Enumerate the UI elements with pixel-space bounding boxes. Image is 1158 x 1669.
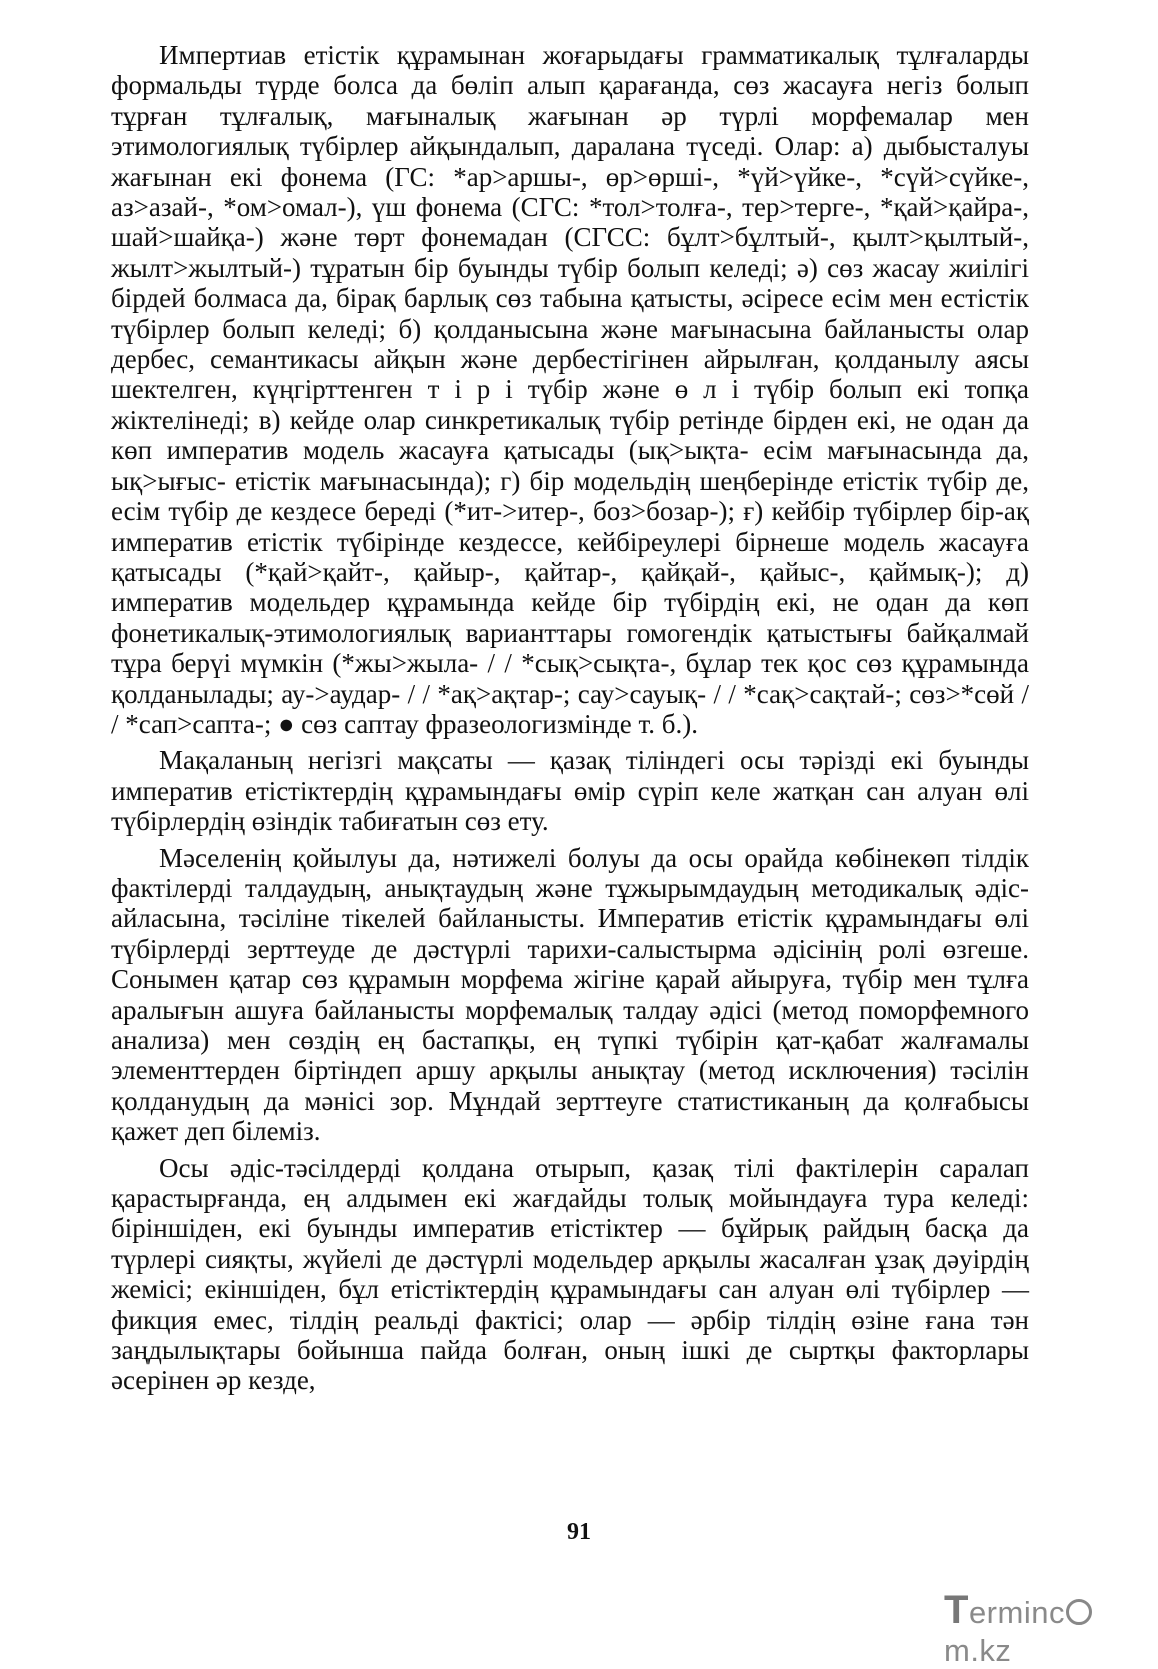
watermark-initial: T bbox=[944, 1588, 969, 1632]
paragraph-1: Импертиав етістік құрамынан жоғарыдағы грамматикалық тұлғаларды формальды түрде болса да бөліп алып қарағанда, сөз жасауға негіз болып тұрған тұлғалық, мағыналық жағынан әр түрлі морфемалар мен этимологиялық түбірлер айқындалып, даралана түседі. Олар: а) дыбысталуы жағынан екі фонема (ГС: *ар>аршы-, өр>өрші-, *үй>үйке-, *сүй>сүйке-, аз>азай-, *ом>омал-), үш фонема (СГС: *тол>толға-, тер>терге-, *қай>қайра-, шай>шайқа-) және төрт фонемадан (СГСС: бұлт>бұлтый-, қылт>қылтый-, жылт>жылтый-) тұратын бір буынды түбір болып келеді; ә) сөз жасау жиілігі бірдей болмаса да, бірақ барлық сөз табына қатысты, әсіресе есім мен естістік түбірлер болып келеді; б) қолданысына және мағынасына байланысты олар дербес, семантикасы айқын және дербестігінен айрылған, қолданылу аясы шектелген, күңгірттенген т і р і түбір және ө л і түбір болып екі топқа жіктелінеді; в) кейде олар синкретикалық түбір ретінде бірден екі, не одан да көп императив модель жасауға қатысады (ық>ықта- есім мағынасында да, ық>ығыс- етістік мағынасында); г) бір модельдің шеңберінде етістік түбір де, есім түбір де кездесе береді (*ит->итер-, боз>бозар-); ғ) кейбір түбірлер бір-ақ императив етістік түбірінде кездессе, кейбіреулері бірнеше модель жасауға қатысады (*қай>қайт-, қайыр-, қайтар-, қайқай-, қайыс-, қаймық-); д) императив модельдер құрамында кейде бір түбірдің екі, не одан да көп фонетикалық-этимологиялық варианттары гомогендік қатыстығы байқалмай тұра берүі мүмкін (*жы>жыла- / / *сық>сықта-, бұлар тек қос сөз құрамында қолданылады; ау->аудар- / / *ақ>ақтар-; сау>сауық- / / *сақ>сақтай-; сөз>*сөй / / *сап>сапта-; ● сөз саптау фразеологизмінде т. б.). bbox=[111, 40, 1029, 739]
watermark-text-2: c bbox=[1048, 1595, 1065, 1630]
watermark-logo bbox=[944, 1588, 1158, 1669]
paragraph-3: Мәселенің қойылуы да, нәтижелі болуы да осы орайда көбінекөп тілдік фактілерді талдаудың, анықтаудың және тұжырымдаудың методикалық әдіс-айласына, тәсіліне тікелей байланысты. Императив етістік құрамындағы өлі түбірлерді зерттеуде де дәстүрлі тарихи-салыстырма әдісінің ролі өзгеше. Сонымен қатар сөз құрамын морфема жігіне қарай айыруға, түбір мен тұлға аралығын ашуға байланысты морфемалық талдау әдісі (метод поморфемного анализа) мен сөздің ең бастапқы, ең түпкі түбірін қат-қабат жалғамалы элементтерден біртіндеп аршу арқылы анықтау (метод исключения) тәсілін қолданудың да мәнісі зор. Мұндай зерттеуге статистиканың да қолғабысы қажет деп білеміз. bbox=[111, 842, 1029, 1147]
watermark-text-3: m.kz bbox=[944, 1633, 1012, 1668]
page-number: 91 bbox=[567, 1519, 591, 1545]
watermark-text-1: ermin bbox=[968, 1595, 1049, 1630]
page-body bbox=[111, 40, 1029, 1396]
paragraph-2: Мақаланың негізгі мақсаты — қазақ тіліндегі осы тәрізді екі буынды императив етістіктердің құрамындағы өмір сүріп келе жатқан сан алуан өлі түбірлердің өзіндік табиғатын сөз ету. bbox=[111, 745, 1029, 837]
watermark-circle-icon bbox=[1066, 1599, 1092, 1625]
paragraph-4: Осы әдіс-тәсілдерді қолдана отырып, қазақ тілі фактілерін саралап қарастырғанда, ең алдымен екі жағдайды толық мойындауға тура келеді: біріншіден, екі буынды императив етістіктер — бұйрық райдың басқа да түрлері сияқты, жүйелі де дәстүрлі модельдер арқылы жасалған ұзақ дәуірдің жемісі; екіншіден, бұл етістіктердің құрамындағы сан алуан өлі түбірлер — фикция емес, тілдің реальді фактісі; олар — әрбір тілдің өзіне ғана тән заңдылықтары бойынша пайда болған, оның ішкі де сыртқы факторлары әсерінен әр кезде, bbox=[111, 1152, 1029, 1396]
